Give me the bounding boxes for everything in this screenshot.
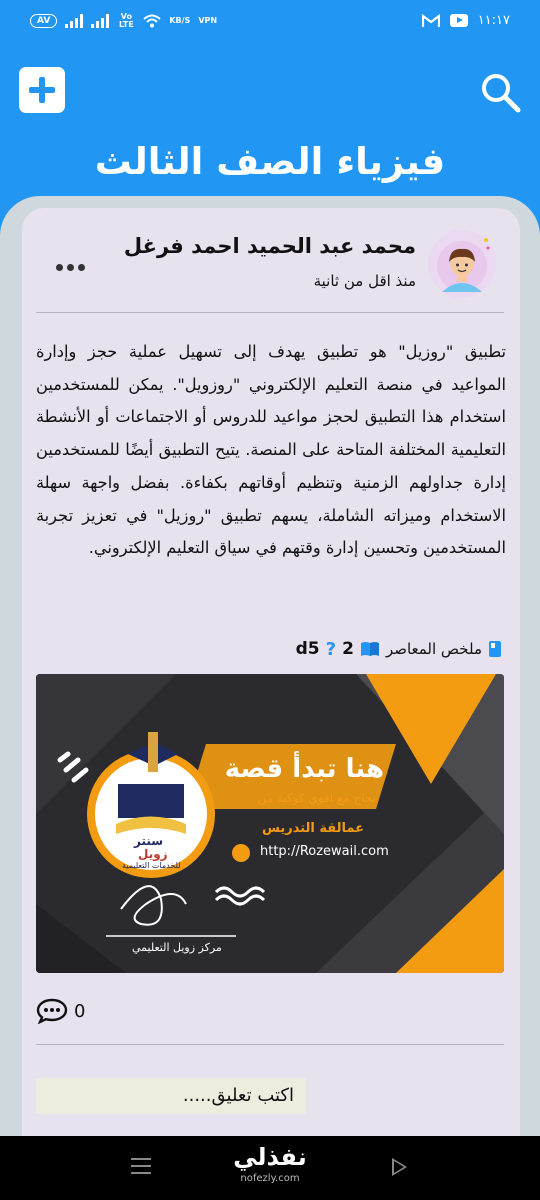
banner-subline: نجاح مع اقوي كوكبة من [257, 791, 376, 805]
banner-headline: هنا تبدأ قصة [224, 754, 384, 784]
lte-label: Vo LTE [118, 12, 134, 29]
add-button[interactable] [19, 67, 65, 113]
comment-count: 0 [74, 1000, 86, 1022]
banner-url: http://Rozewail.com [260, 844, 389, 859]
comments-divider [36, 1044, 504, 1045]
header-divider [36, 312, 504, 313]
question-icon[interactable]: ? [325, 638, 337, 660]
status-left [30, 13, 217, 29]
system-nav-bar [0, 1136, 540, 1200]
wifi-icon [143, 14, 161, 28]
main-panel [0, 196, 540, 1136]
chat-bubble-icon[interactable] [36, 998, 68, 1024]
status-right [422, 13, 510, 28]
banner-tagline: عمالقة التدريس [261, 821, 364, 836]
book-count: 2 [342, 639, 354, 659]
post-code: d5 [295, 639, 320, 659]
data-rate: KB/S [169, 16, 191, 25]
comment-input[interactable]: اكتب تعليق..... [36, 1078, 306, 1114]
watermark [230, 1140, 310, 1184]
clock: ١١:١٧ [477, 13, 510, 28]
app-bar [0, 46, 540, 136]
book-icon [360, 641, 380, 657]
menu-icon[interactable] [131, 1158, 151, 1179]
vpn-label: VPN [198, 16, 218, 25]
back-icon[interactable] [392, 1158, 407, 1176]
banner-footer: مركز زويل التعليمي [132, 941, 222, 954]
post-body: تطبيق "روزيل" هو تطبيق يهدف إلى تسهيل عملية حجز وإدارة المواعيد في منصة التعليم الإلكتروني "روزويل". يمكن للمستخدمين استخدام هذا التطبيق لحجز مواعيد للدروس أو الاجتماعات أو الأنشطة التعليمية المختلفة المتاحة على المنصة. يتيح التطبيق أيضًا للمستخدمين إدارة جداولهم الزمنية وتنظيم أوقاتهم بكفاءة. بفضل واجهة سهلة الاستخدام وميزاته الشاملة، يسهم تطبيق "روزيل" في تعزيز تجربة المستخدمين وتحسين إدارة وقتهم في سياق التعليم الإلكتروني. [36, 342, 506, 558]
logo-line1: سنتر [134, 834, 164, 848]
status-bar [0, 0, 540, 46]
bookmark-icon [488, 640, 502, 658]
logo-line3: للخدمات التعليمية [122, 861, 181, 870]
book-label[interactable]: ملخص المعاصر [385, 640, 482, 658]
post-card [22, 208, 520, 1148]
post-meta [296, 636, 502, 662]
more-options-icon[interactable] [56, 264, 85, 271]
logo-line2: زويل [138, 847, 168, 861]
watermark-latin: nofezly.com [240, 1173, 300, 1184]
page-title: فيزياء الصف الثالث [94, 140, 446, 183]
post-image[interactable] [36, 674, 504, 973]
post-author[interactable]: محمد عبد الحميد احمد فرغل [123, 234, 416, 258]
post-time: منذ اقل من ثانية [313, 272, 416, 290]
comments-row[interactable] [36, 998, 85, 1024]
gmail-icon [422, 14, 440, 28]
search-icon[interactable] [478, 70, 522, 114]
vpn-badge: AV [30, 14, 57, 28]
youtube-icon [450, 14, 468, 27]
watermark-arabic: نفذلي [233, 1143, 307, 1171]
signal-icon [65, 14, 83, 28]
avatar[interactable] [428, 230, 496, 298]
signal-icon-2 [91, 14, 109, 28]
